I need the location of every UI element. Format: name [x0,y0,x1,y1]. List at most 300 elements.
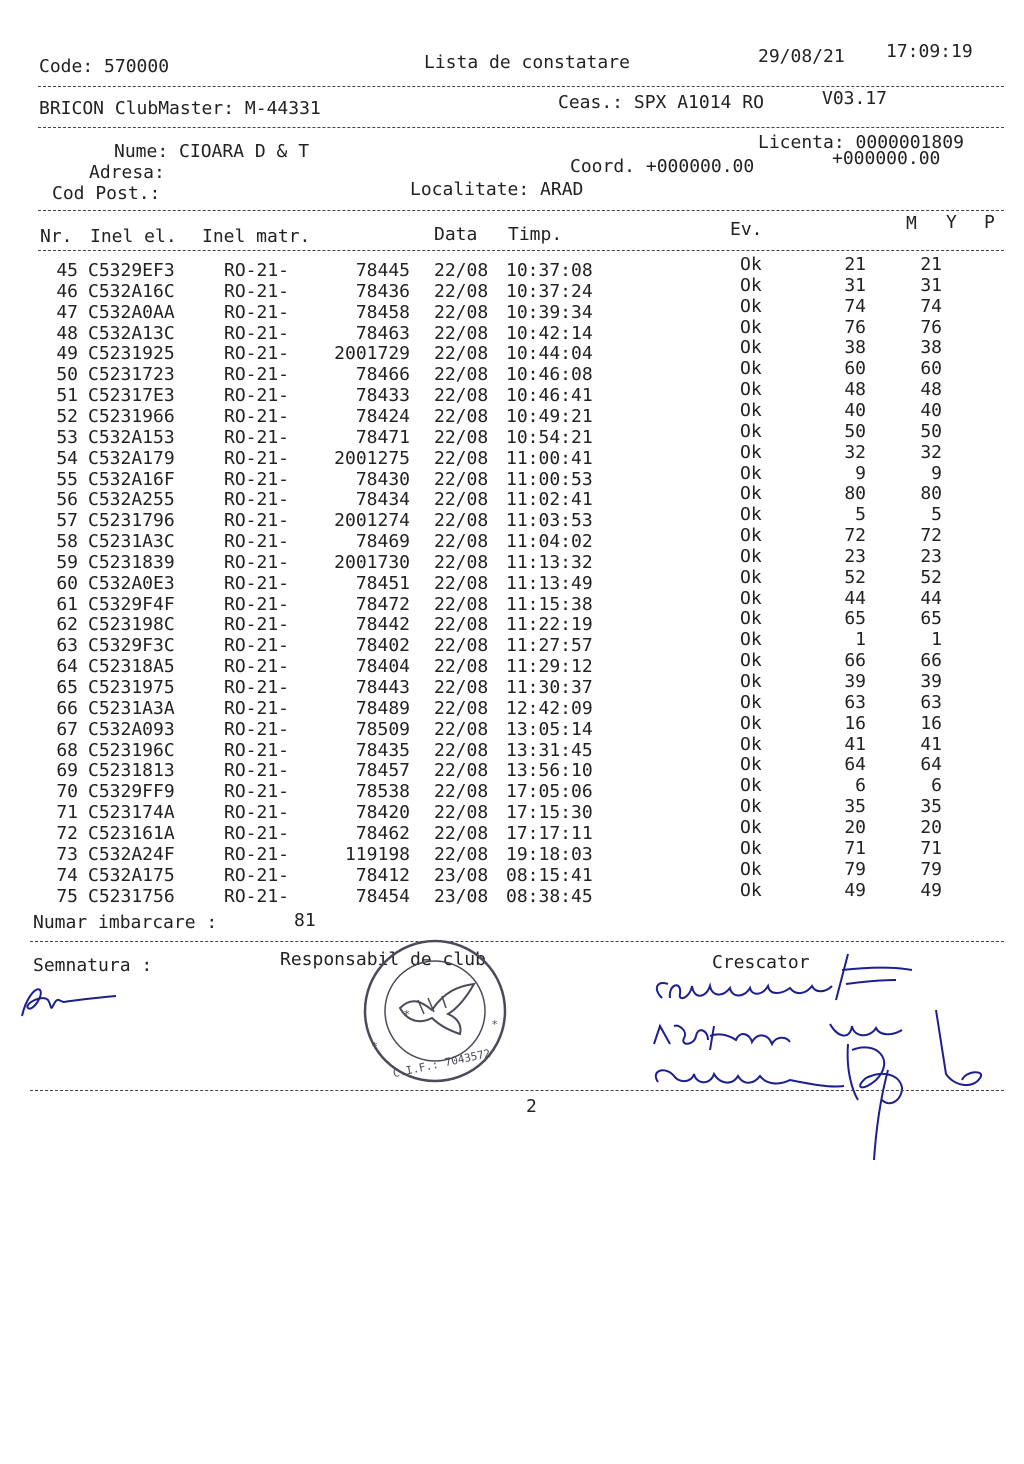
row-number: 59 [56,551,78,573]
table-row [0,337,1024,366]
ring-number: 2001729 [334,343,410,365]
arrival-time: 10:46:41 [506,385,593,407]
ring-series: RO-21- [224,572,290,594]
electronic-ring: C5329EF3 [88,260,175,281]
arrival-time: 19:18:03 [506,843,593,865]
electronic-ring: C5231796 [88,510,175,532]
ring-series: RO-21- [224,614,290,636]
value-m: 31 [844,274,866,296]
arrival-time: 11:29:12 [506,656,593,678]
value-y: 16 [920,712,942,734]
arrival-time: 10:39:34 [506,301,593,323]
ring-number: 78442 [355,614,410,636]
event-status: Ok [740,399,762,421]
arrival-time: 10:54:21 [506,426,593,448]
value-y: 20 [920,816,942,838]
value-m: 60 [844,358,866,380]
value-m: 74 [844,295,866,317]
event-status: Ok [740,420,762,442]
arrival-time: 11:13:32 [506,551,593,573]
ring-number: 78457 [355,760,410,782]
ring-series: RO-21- [224,656,290,678]
page-number: 2 [526,1096,537,1117]
event-status: Ok [740,671,762,692]
ring-series: RO-21- [224,447,290,469]
arrival-time: 10:46:08 [506,364,593,386]
ring-series: RO-21- [224,822,290,844]
event-status: Ok [740,733,762,755]
arrival-date: 22/08 [434,635,489,657]
arrival-time: 08:15:41 [506,864,593,886]
row-number: 74 [56,864,78,886]
ring-series: RO-21- [224,510,290,532]
value-y: 65 [920,608,942,630]
ring-number: 78443 [355,677,410,698]
table-row [0,650,1024,679]
table-row [0,483,1024,512]
ring-number: 78433 [355,385,410,407]
table-row [0,712,1024,742]
boarding-count-label: Numar imbarcare : [33,912,218,933]
ring-number: 78420 [355,802,410,824]
table-row [0,358,1024,387]
row-number: 62 [56,614,78,636]
value-y: 52 [920,566,942,588]
ring-number: 78434 [355,489,410,511]
event-status: Ok [740,358,762,380]
arrival-time: 08:38:45 [506,885,593,907]
electronic-ring: C532A24F [88,843,175,865]
event-status: Ok [740,379,762,401]
ring-number: 78435 [355,739,410,761]
version-label: V03.17 [822,88,888,109]
arrival-date: 22/08 [434,447,489,469]
event-status: Ok [740,629,762,651]
row-number: 60 [56,572,78,594]
table-row [0,254,1024,283]
electronic-ring: C532A093 [88,718,175,740]
event-status: Ok [740,691,762,713]
arrival-date: 22/08 [434,656,489,678]
event-status: Ok [740,858,762,880]
ring-series: RO-21- [224,260,290,281]
arrival-date: 22/08 [434,593,489,615]
stamp-cif: C.I.F.: 7043572 [391,1046,492,1081]
electronic-ring: C5329FF9 [88,781,175,803]
ring-series: RO-21- [224,551,290,573]
ring-series: RO-21- [224,531,290,553]
svg-text:*: * [404,1008,410,1021]
ring-number: 78402 [355,635,410,657]
ring-number: 78424 [355,405,410,427]
event-status: Ok [740,483,762,505]
value-m: 79 [844,858,866,880]
row-number: 70 [56,781,78,803]
arrival-date: 22/08 [434,260,489,281]
electronic-ring: C5231756 [88,885,175,907]
value-y: 6 [931,775,942,797]
print-time: 17:09:19 [886,41,973,62]
signature-label: Semnatura : [33,955,153,976]
breeder-label: Crescator [712,952,810,973]
event-status: Ok [740,566,762,588]
divider [38,210,1004,211]
row-number: 64 [56,656,78,678]
ring-series: RO-21- [224,280,290,302]
value-m: 1 [855,629,866,651]
table-row [0,754,1024,783]
arrival-date: 22/08 [434,322,489,344]
table-row [0,525,1024,554]
club-responsible-label: Responsabil de club [280,949,486,970]
column-header-ev: Ev. [730,219,763,240]
row-number: 54 [56,447,78,469]
arrival-time: 10:44:04 [506,343,593,365]
ring-number: 78430 [355,468,410,490]
electronic-ring: C532A175 [88,864,175,886]
ring-number: 78412 [355,864,410,886]
table-row [0,587,1024,617]
value-y: 49 [920,879,942,901]
value-m: 41 [844,733,866,755]
value-m: 21 [844,254,866,275]
row-number: 75 [56,885,78,907]
event-status: Ok [740,587,762,609]
row-number: 63 [56,635,78,657]
ring-series: RO-21- [224,343,290,365]
ring-series: RO-21- [224,364,290,386]
event-status: Ok [740,837,762,859]
electronic-ring: C532A0E3 [88,572,175,594]
arrival-date: 22/08 [434,572,489,594]
electronic-ring: C5231925 [88,343,175,365]
ring-series: RO-21- [224,468,290,490]
row-number: 69 [56,760,78,782]
value-y: 41 [920,733,942,755]
value-m: 39 [844,671,866,692]
ring-number: 78451 [355,572,410,594]
value-m: 65 [844,608,866,630]
column-header-inel-matr: Inel matr. [202,226,311,247]
arrival-time: 13:31:45 [506,739,593,761]
row-number: 67 [56,718,78,740]
arrival-time: 11:13:49 [506,572,593,594]
value-y: 74 [920,295,942,317]
clubmaster-label: BRICON ClubMaster: M-44331 [39,98,321,119]
arrival-date: 22/08 [434,531,489,553]
row-number: 46 [56,280,78,302]
ring-number: 78469 [355,531,410,553]
event-status: Ok [740,254,762,275]
electronic-ring: C523161A [88,822,175,844]
event-status: Ok [740,775,762,797]
electronic-ring: C5231A3A [88,697,175,719]
row-number: 52 [56,405,78,427]
license-label: Licenta: 0000001809 [758,132,964,153]
value-m: 9 [855,462,866,484]
arrival-date: 22/08 [434,489,489,511]
row-number: 61 [56,593,78,615]
row-number: 57 [56,510,78,532]
ring-series: RO-21- [224,697,290,719]
locality-label: Localitate: ARAD [410,179,584,200]
value-y: 32 [920,441,942,463]
value-m: 20 [844,816,866,838]
table-row [0,462,1024,492]
arrival-date: 22/08 [434,343,489,365]
event-status: Ok [740,525,762,547]
arrival-date: 22/08 [434,301,489,323]
ring-series: RO-21- [224,802,290,824]
value-y: 71 [920,837,942,859]
arrival-date: 23/08 [434,885,489,907]
event-status: Ok [740,337,762,359]
value-m: 64 [844,754,866,776]
row-number: 65 [56,677,78,698]
electronic-ring: C52317E3 [88,385,175,407]
event-status: Ok [740,316,762,338]
event-status: Ok [740,462,762,484]
coordinates-label: Coord. +000000.00 [570,156,755,177]
row-number: 66 [56,697,78,719]
ring-number: 78489 [355,697,410,719]
ring-series: RO-21- [224,718,290,740]
code-label: Code: 570000 [39,56,170,77]
ring-number: 78436 [355,280,410,302]
table-row [0,837,1024,867]
ring-series: RO-21- [224,760,290,782]
ring-number: 119198 [344,843,410,865]
row-number: 47 [56,301,78,323]
arrival-date: 22/08 [434,551,489,573]
electronic-ring: C532A13C [88,322,175,344]
arrival-time: 11:27:57 [506,635,593,657]
divider [30,1090,1004,1091]
value-m: 16 [844,712,866,734]
table-row [0,775,1024,804]
electronic-ring: C532A255 [88,489,175,511]
value-m: 52 [844,566,866,588]
ring-series: RO-21- [224,885,290,907]
ring-series: RO-21- [224,426,290,448]
event-status: Ok [740,816,762,838]
column-header-timp: Timp. [508,224,563,245]
value-m: 38 [844,337,866,359]
column-header-m: M [906,213,917,234]
ring-series: RO-21- [224,301,290,323]
divider [38,86,1004,87]
electronic-ring: C523198C [88,614,175,636]
arrival-time: 12:42:09 [506,697,593,719]
table-row [0,441,1024,471]
arrival-date: 22/08 [434,364,489,386]
value-y: 60 [920,358,942,380]
ring-series: RO-21- [224,385,290,407]
arrival-date: 22/08 [434,468,489,490]
ring-number: 78404 [355,656,410,678]
electronic-ring: C523196C [88,739,175,761]
clock-label: Ceas.: SPX A1014 RO [558,92,764,113]
value-y: 72 [920,525,942,547]
table-row [0,379,1024,408]
table-row [0,566,1024,596]
value-m: 44 [844,587,866,609]
row-number: 51 [56,385,78,407]
divider [38,250,1004,251]
ring-series: RO-21- [224,677,290,698]
event-status: Ok [740,650,762,672]
ring-series: RO-21- [224,593,290,615]
ring-number: 78462 [355,822,410,844]
table-row [0,879,1024,909]
svg-text:*: * [492,1018,498,1031]
row-number: 71 [56,802,78,824]
electronic-ring: C532A16F [88,468,175,490]
value-y: 63 [920,691,942,713]
value-y: 80 [920,483,942,505]
value-y: 38 [920,337,942,359]
event-status: Ok [740,796,762,818]
value-m: 32 [844,441,866,463]
arrival-date: 22/08 [434,677,489,698]
value-y: 64 [920,754,942,776]
table-row [0,316,1024,346]
ring-number: 78509 [355,718,410,740]
event-status: Ok [740,274,762,296]
electronic-ring: C52318A5 [88,656,175,678]
table-row [0,295,1024,325]
value-y: 79 [920,858,942,880]
value-y: 9 [931,462,942,484]
event-status: Ok [740,441,762,463]
arrival-time: 11:22:19 [506,614,593,636]
coordinates-value2: +000000.00 [832,148,941,169]
column-header-inel-el: Inel el. [90,226,177,247]
value-m: 35 [844,796,866,818]
row-number: 48 [56,322,78,344]
row-number: 49 [56,343,78,365]
value-m: 76 [844,316,866,338]
ring-number: 78445 [355,260,410,281]
arrival-date: 23/08 [434,864,489,886]
arrival-time: 10:42:14 [506,322,593,344]
table-row [0,608,1024,637]
ring-series: RO-21- [224,739,290,761]
value-m: 48 [844,379,866,401]
arrival-time: 11:15:38 [506,593,593,615]
electronic-ring: C532A0AA [88,301,175,323]
value-y: 31 [920,274,942,296]
ring-number: 78472 [355,593,410,615]
event-status: Ok [740,504,762,526]
value-y: 76 [920,316,942,338]
column-header-y: Y [946,212,957,233]
event-status: Ok [740,879,762,901]
electronic-ring: C532A153 [88,426,175,448]
electronic-ring: C5329F4F [88,593,175,615]
arrival-date: 22/08 [434,385,489,407]
table-row [0,733,1024,763]
electronic-ring: C523174A [88,802,175,824]
electronic-ring: C5231A3C [88,531,175,553]
value-y: 40 [920,399,942,421]
value-m: 6 [855,775,866,797]
arrival-date: 22/08 [434,802,489,824]
ring-number: 2001275 [334,447,410,469]
value-m: 23 [844,545,866,567]
arrival-time: 13:56:10 [506,760,593,782]
document-title: Lista de constatare [424,52,630,73]
ring-number: 78463 [355,322,410,344]
arrival-date: 22/08 [434,843,489,865]
value-m: 40 [844,399,866,421]
event-status: Ok [740,545,762,567]
ring-series: RO-21- [224,405,290,427]
ring-number: 78466 [355,364,410,386]
ring-number: 78471 [355,426,410,448]
owner-name: Nume: CIOARA D & T [114,141,310,162]
value-m: 49 [844,879,866,901]
column-header-data: Data [434,224,478,245]
row-number: 50 [56,364,78,386]
ring-series: RO-21- [224,322,290,344]
table-row [0,671,1024,700]
arrival-date: 22/08 [434,739,489,761]
arrival-date: 22/08 [434,614,489,636]
table-row [0,420,1024,450]
signature-drawing [14,978,124,1028]
ring-series: RO-21- [224,781,290,803]
arrival-time: 10:37:24 [506,280,593,302]
electronic-ring: C5231839 [88,551,175,573]
value-m: 72 [844,525,866,547]
column-header-nr: Nr. [40,226,73,247]
arrival-time: 11:00:53 [506,468,593,490]
ring-number: 2001274 [334,510,410,532]
ring-number: 78458 [355,301,410,323]
value-m: 71 [844,837,866,859]
table-row [0,504,1024,533]
table-row [0,629,1024,658]
divider [38,127,1004,128]
ring-series: RO-21- [224,864,290,886]
arrival-time: 17:05:06 [506,781,593,803]
value-m: 50 [844,420,866,442]
ring-number: 2001730 [334,551,410,573]
row-number: 58 [56,531,78,553]
arrival-date: 22/08 [434,280,489,302]
svg-text:*: * [372,1040,378,1053]
arrival-time: 17:17:11 [506,822,593,844]
value-y: 1 [931,629,942,651]
arrival-date: 22/08 [434,760,489,782]
value-y: 44 [920,587,942,609]
row-number: 56 [56,489,78,511]
arrival-time: 10:49:21 [506,405,593,427]
arrival-time: 17:15:30 [506,802,593,824]
row-number: 55 [56,468,78,490]
arrival-time: 11:00:41 [506,447,593,469]
electronic-ring: C5231723 [88,364,175,386]
boarding-count-value: 81 [294,910,316,931]
electronic-ring: C5329F3C [88,635,175,657]
arrival-time: 11:02:41 [506,489,593,511]
arrival-date: 22/08 [434,822,489,844]
column-header-p: P [984,212,995,233]
table-row [0,796,1024,825]
value-y: 21 [920,254,942,275]
arrival-date: 22/08 [434,718,489,740]
